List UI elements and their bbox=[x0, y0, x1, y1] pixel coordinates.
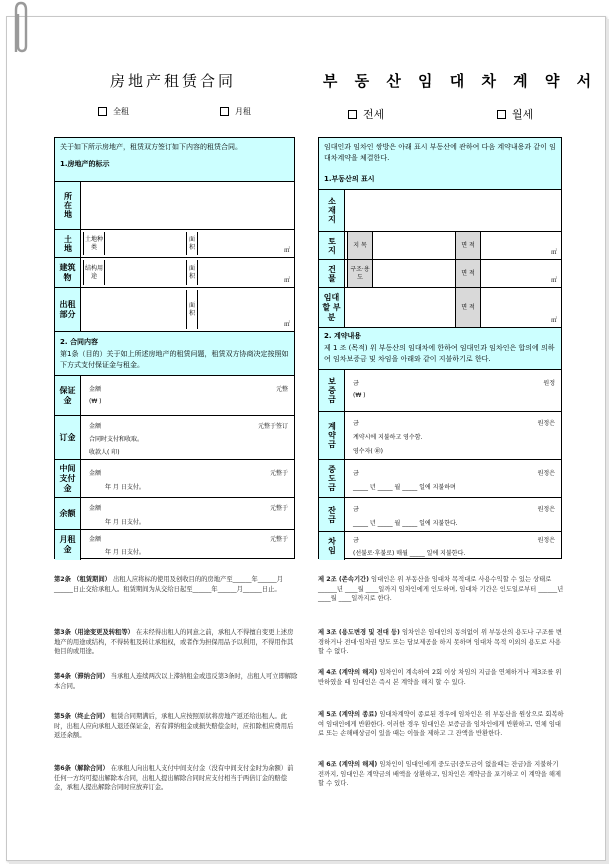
intro-block: 关于如下所示房地产，租赁双方签订如下内容的租赁合同。 1.房地产的标示 bbox=[55, 138, 294, 182]
clause-cn-4: 第4条（滞纳合同） 当承租人连续两次以上滞纳租金或违反第3条时，出租人可立即解除本合同。 bbox=[54, 673, 298, 690]
row-land: 토지 지 목 면 적 ㎡ bbox=[319, 232, 561, 260]
intro-block: 임대인과 임차인 쌍방은 아래 표시 부동산에 관하여 다음 계약내용과 같이 임대차계약을 체결한다. 1.부동산의 표시 bbox=[319, 138, 561, 190]
option-full-rent-cn[interactable]: 全租 bbox=[98, 106, 129, 117]
paperclip-icon bbox=[8, 0, 32, 58]
contract-table-cn bbox=[54, 137, 295, 559]
row-building: 건물 구조·용도 면 적 ㎡ bbox=[319, 260, 561, 288]
payment-earnest: 订金 金额 元整于签订 合同时支付和收取。 收款人( 印) bbox=[55, 416, 294, 460]
title-cn: 房地产租赁合同 bbox=[109, 72, 236, 90]
row-location: 소재지 bbox=[319, 190, 561, 232]
payment-monthly: 月租金 金额 元整于 年 月 日支付。 bbox=[55, 530, 294, 560]
option-jeonse-kr[interactable]: 전세 bbox=[348, 106, 384, 122]
checkbox-icon[interactable] bbox=[497, 110, 506, 119]
payment-deposit: 보증금 금 원정 (₩ ) bbox=[319, 370, 561, 412]
row-location: 所在地 bbox=[55, 182, 294, 230]
clause-cn-6: 第6条（解除合同） 在承租人向出租人支付中间支付金（没有中间支付金时为余额）前任何一方均可提出解除本合同，出租人提出解除合同时应支付相当于两倍订金的赔偿金，承租人提出解除合同时应放弃订金。 bbox=[54, 765, 294, 791]
clause-kr-5: 제 5조 (계약의 종료) 임대차계약이 종료된 경우에 임차인은 위 부동산을 원상으로 회복하여 임대인에게 반환한다. 이러한 경우 임대인은 보증금을 임차인에게 반환하고, 연체 임대료 또는 손해배상금이 있을 때는 이들을 제하고 그 잔액을 반환한다. bbox=[318, 711, 564, 737]
payment-rent: 차임 금 원정은 (선불로·후불로) 매월 _____ 일에 지불한다. bbox=[319, 532, 561, 560]
payment-interim: 中间支付金 金额 元整于 年 月 日支付。 bbox=[55, 460, 294, 498]
clause-kr-4: 제 4조 (계약의 해지) 임차인이 계속하여 2회 이상 차임의 지급을 연체하거나 제3조를 위반하였을 때 임대인은 즉시 본 계약을 해지 할 수 있다. bbox=[318, 669, 562, 686]
payment-balance: 余额 金额 元整于 年 月 日支付。 bbox=[55, 498, 294, 530]
option-wolse-kr[interactable]: 월세 bbox=[497, 106, 533, 122]
payment-deposit: 保证金 金额 元整 (₩ ) bbox=[55, 376, 294, 416]
option-monthly-rent-cn[interactable]: 月租 bbox=[220, 106, 251, 117]
title-kr: 부 동 산 임 대 차 계 약 서 bbox=[322, 72, 598, 90]
clause-cn-2: 第2条 （租赁期间） 出租人应将标的使用及创收目的的房地产至______年______月______日止交给承租人。租赁期间为从交给日起至______年______月______日止。 bbox=[54, 576, 283, 593]
section2-block: 2. 계약내용 제 1 조 (목적) 위 부동산의 임대차에 한하여 임대인과 임차인은 합의에 의하여 임차보증금 및 차임을 아래와 같이 지불하기로 한다. bbox=[319, 328, 561, 370]
row-rental-part: 出租部分 面积 ㎡ bbox=[55, 288, 294, 332]
clause-cn-5: 第5条（终止合同） 租赁合同期满后，承租人应按照原状将房地产返还给出租人。此时，出租人应向承租人退还保证金，若有滞纳租金或损失赔偿金时，应扣除相应费用后返还余额。 bbox=[54, 713, 294, 739]
row-rental-part: 임대할 부분 면 적 ㎡ bbox=[319, 288, 561, 328]
clause-kr-6: 제 6조 (계약의 해제) 임차인이 임대인에게 중도금(중도금이 없을때는 잔금)을 지불하기 전까지, 임대인은 계약금의 배액을 상환하고, 임차인은 계약금을 포기하고 이 계약을 해제할 수 있다. bbox=[318, 761, 561, 787]
clause-kr-2: 제 2조 (존속기간) 임대인은 위 부동산을 임대차 목적대로 사용수익할 수 있는 상태로 ______년 ____월 ____일까지 임차인에게 인도하며, 임대차 기간은 인도일로부터 ______년 ____월 ____일까지로 한다. bbox=[318, 576, 564, 602]
clause-kr-3: 제 3조 (용도변경 및 전대 등) 임차인은 임대인의 동의없이 위 부동산의 용도나 구조를 변경하거나 전대·임차권 양도 또는 담보제공을 하지 못하며 임대차 목적 이외의 용도로 사용할 수 없다. bbox=[318, 629, 562, 655]
row-building: 建筑物 结构用途 面积 ㎡ bbox=[55, 258, 294, 288]
payment-balance: 잔금 금 원정은 _____ 년 _____ 월 _____ 일에 지불한다. bbox=[319, 498, 561, 532]
section2-block: 2. 合同内容 第1条（目的）关于如上所述房地产的租赁问题，租赁双方协商决定按照如下方式支付保证金与租金。 bbox=[55, 332, 294, 376]
clause-cn-3: 第3条（用途变更及转租等） 在未经得出租人的同意之前，承租人不得擅自变更上述房地产的用途或结构，不得转租及转让承租权，或者作为担保用品予以利用，不得用作其他目的或用途。 bbox=[54, 629, 294, 655]
row-land: 土地 土地种类 面积 ㎡ bbox=[55, 230, 294, 258]
checkbox-icon[interactable] bbox=[220, 107, 229, 116]
payment-interim: 중도금 금 원정은 _____ 년 _____ 월 _____ 일에 지불하며 bbox=[319, 460, 561, 498]
checkbox-icon[interactable] bbox=[348, 110, 357, 119]
checkbox-icon[interactable] bbox=[98, 107, 107, 116]
payment-earnest: 계약금 금 원정은 계약시에 지불하고 영수함. 영수자( ㊞) bbox=[319, 412, 561, 460]
contract-table-kr bbox=[318, 137, 562, 559]
